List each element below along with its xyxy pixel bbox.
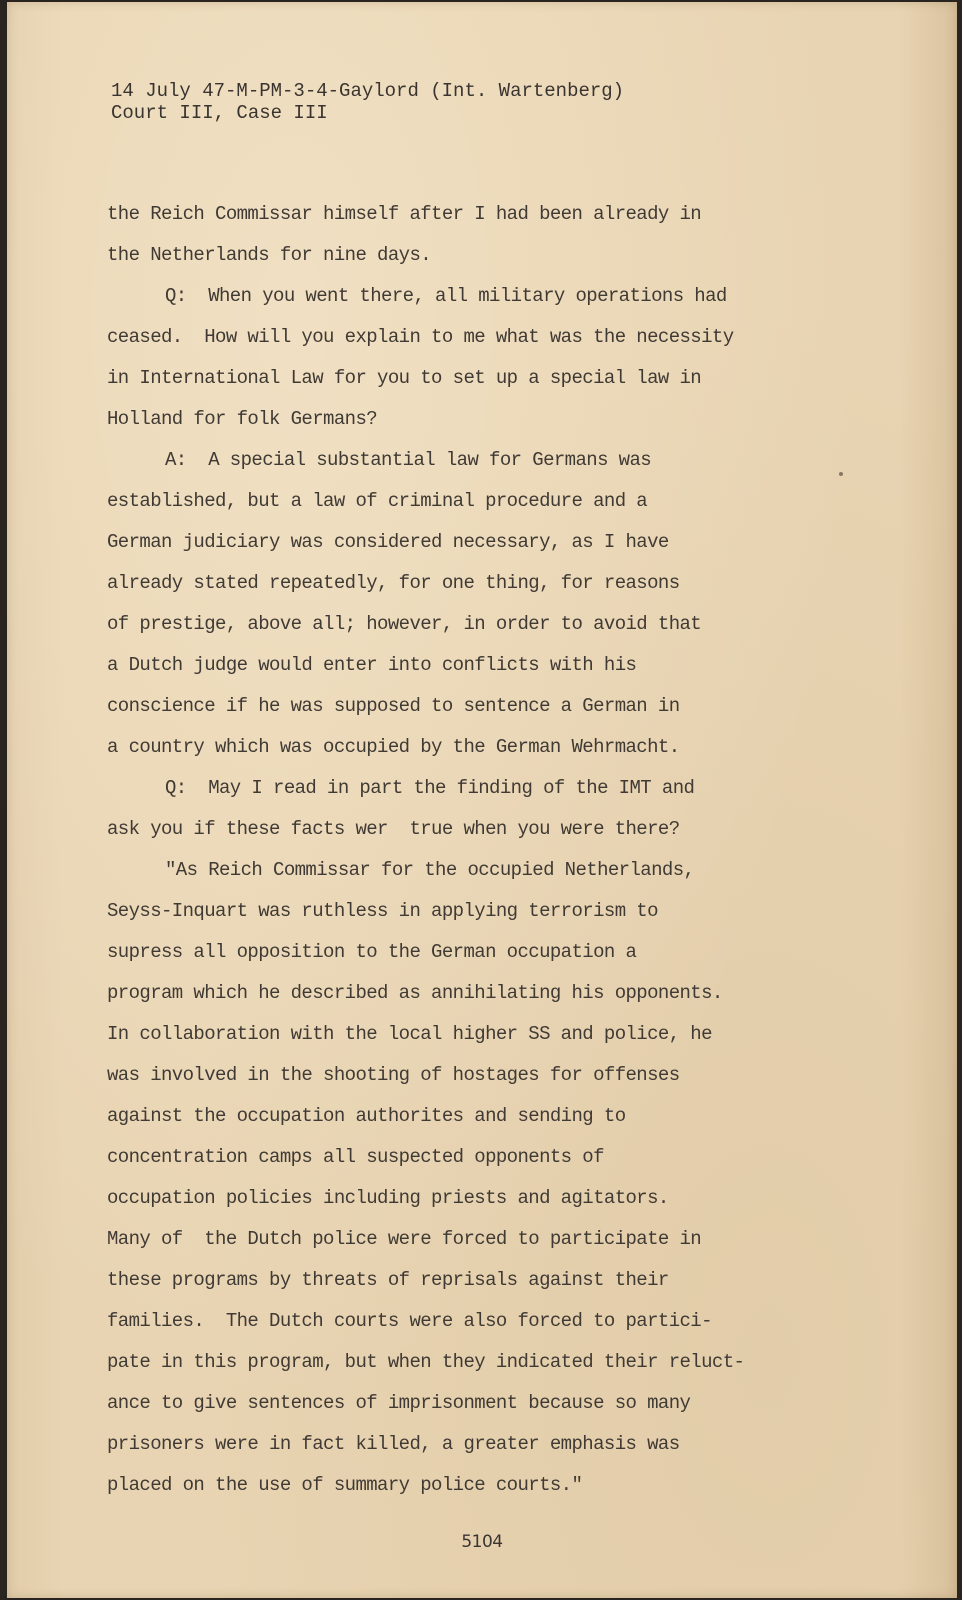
transcript-line: the Reich Commissar himself after I had been already in: [107, 203, 702, 225]
document-header: [111, 80, 911, 124]
transcript-line: the Netherlands for nine days.: [107, 244, 432, 266]
transcript-line: conscience if he was supposed to sentence a German in: [107, 695, 680, 717]
transcript-line: a Dutch judge would enter into conflicts with his: [107, 654, 637, 676]
transcript-line: Q: May I read in part the finding of the IMT and: [165, 777, 695, 799]
transcript-line: families. The Dutch courts were also forced to partici-: [107, 1310, 712, 1332]
transcript-line: A: A special substantial law for Germans was: [165, 449, 652, 471]
transcript-line: concentration camps all suspected opponents of: [107, 1146, 604, 1168]
transcript-line: In collaboration with the local higher SS and police, he: [107, 1023, 712, 1045]
header-line-session: 14 July 47-M-PM-3-4-Gaylord (Int. Wartenberg): [111, 80, 625, 102]
transcript-line: these programs by threats of reprisals against their: [107, 1269, 669, 1291]
transcript-line: German judiciary was considered necessary, as I have: [107, 531, 669, 553]
transcript-line: established, but a law of criminal procedure and a: [107, 490, 648, 512]
page-number: 5104: [461, 1532, 503, 1552]
transcript-line: "As Reich Commissar for the occupied Netherlands,: [165, 859, 695, 881]
transcript-line: program which he described as annihilating his opponents.: [107, 982, 723, 1004]
transcript-line: prisoners were in fact killed, a greater emphasis was: [107, 1433, 680, 1455]
transcript-line: ance to give sentences of imprisonment because so many: [107, 1392, 691, 1414]
transcript-line: was involved in the shooting of hostages for offenses: [107, 1064, 680, 1086]
transcript-line: Holland for folk Germans?: [107, 408, 378, 430]
transcript-line: ceased. How will you explain to me what was the necessity: [107, 326, 734, 348]
transcript-line: placed on the use of summary police courts.": [107, 1474, 583, 1496]
transcript-line: in International Law for you to set up a special law in: [107, 367, 702, 389]
transcript-line: ask you if these facts wer true when you were there?: [107, 818, 680, 840]
transcript-line: Seyss-Inquart was ruthless in applying terrorism to: [107, 900, 658, 922]
transcript-body: [107, 200, 927, 1512]
transcript-line: pate in this program, but when they indicated their reluct-: [107, 1351, 745, 1373]
header-line-court: Court III, Case III: [111, 102, 328, 124]
transcript-line: of prestige, above all; however, in order to avoid that: [107, 613, 702, 635]
transcript-line: a country which was occupied by the German Wehrmacht.: [107, 736, 680, 758]
transcript-line: Many of the Dutch police were forced to participate in: [107, 1228, 702, 1250]
transcript-line: Q: When you went there, all military operations had: [165, 285, 727, 307]
transcript-line: against the occupation authorites and sending to: [107, 1105, 626, 1127]
transcript-line: supress all opposition to the German occupation a: [107, 941, 637, 963]
document-page: [7, 2, 957, 1598]
paper-speck: [839, 472, 843, 476]
transcript-line: already stated repeatedly, for one thing, for reasons: [107, 572, 680, 594]
transcript-line: occupation policies including priests and agitators.: [107, 1187, 669, 1209]
